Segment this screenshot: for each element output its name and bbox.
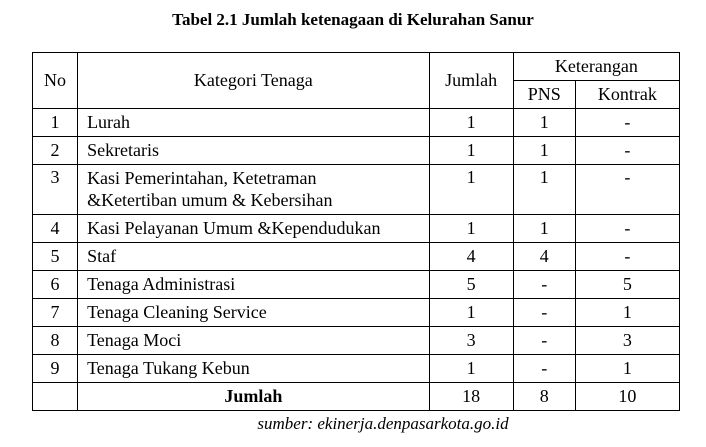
cell-kategori: Tenaga Cleaning Service (78, 299, 430, 327)
cell-kontrak: 5 (575, 271, 679, 299)
table-row (33, 271, 680, 299)
cell-no: 3 (33, 165, 78, 215)
cell-kategori-line2: &Ketertiban umum & Kebersihan (87, 190, 333, 210)
cell-kontrak: - (575, 137, 679, 165)
cell-no: 7 (33, 299, 78, 327)
table-row (33, 243, 680, 271)
cell-jumlah: 1 (429, 299, 513, 327)
cell-kategori: Tenaga Moci (78, 327, 430, 355)
cell-jumlah: 3 (429, 327, 513, 355)
cell-kategori: Kasi Pelayanan Umum &Kependudukan (78, 215, 430, 243)
total-empty-cell (33, 383, 78, 411)
table-row (33, 327, 680, 355)
cell-jumlah: 4 (429, 243, 513, 271)
cell-kategori: Tenaga Administrasi (78, 271, 430, 299)
table-row (33, 299, 680, 327)
cell-kontrak: 1 (575, 355, 679, 383)
header-kontrak: Kontrak (575, 81, 679, 109)
cell-no: 5 (33, 243, 78, 271)
cell-no: 1 (33, 109, 78, 137)
table-row (33, 109, 680, 137)
cell-kategori-line1: Kasi Pemerintahan, Ketetraman (87, 168, 317, 188)
cell-kategori: Lurah (78, 109, 430, 137)
table-row (33, 137, 680, 165)
header-no: No (33, 53, 78, 109)
header-pns: PNS (513, 81, 575, 109)
table-row (33, 215, 680, 243)
cell-no: 9 (33, 355, 78, 383)
total-pns: 8 (513, 383, 575, 411)
table-row (33, 355, 680, 383)
total-kontrak: 10 (575, 383, 679, 411)
cell-pns: 1 (513, 109, 575, 137)
cell-kontrak: 1 (575, 299, 679, 327)
cell-pns: - (513, 327, 575, 355)
cell-no: 2 (33, 137, 78, 165)
table-row (33, 165, 680, 215)
cell-kategori: Tenaga Tukang Kebun (78, 355, 430, 383)
cell-jumlah: 5 (429, 271, 513, 299)
cell-kategori: Sekretaris (78, 137, 430, 165)
cell-no: 4 (33, 215, 78, 243)
cell-kontrak: - (575, 109, 679, 137)
source-note: sumber: ekinerja.denpasarkota.go.id (257, 414, 509, 433)
cell-jumlah: 1 (429, 165, 513, 215)
cell-kontrak: - (575, 165, 679, 215)
cell-jumlah: 1 (429, 215, 513, 243)
cell-jumlah: 1 (429, 109, 513, 137)
cell-jumlah: 1 (429, 137, 513, 165)
total-jumlah: 18 (429, 383, 513, 411)
cell-kontrak: - (575, 243, 679, 271)
total-label: Jumlah (78, 383, 430, 411)
cell-no: 8 (33, 327, 78, 355)
staff-table (32, 52, 680, 411)
cell-no: 6 (33, 271, 78, 299)
cell-kategori (78, 165, 430, 215)
cell-pns: 1 (513, 165, 575, 215)
table-caption: Tabel 2.1 Jumlah ketenagaan di Kelurahan Sanur (172, 10, 534, 29)
cell-pns: - (513, 299, 575, 327)
header-keterangan: Keterangan (513, 53, 679, 81)
cell-kontrak: - (575, 215, 679, 243)
cell-pns: 1 (513, 137, 575, 165)
cell-kategori: Staf (78, 243, 430, 271)
header-kategori: Kategori Tenaga (78, 53, 430, 109)
cell-pns: - (513, 271, 575, 299)
cell-pns: - (513, 355, 575, 383)
header-jumlah: Jumlah (429, 53, 513, 109)
cell-pns: 1 (513, 215, 575, 243)
cell-kontrak: 3 (575, 327, 679, 355)
total-row (33, 383, 680, 411)
cell-jumlah: 1 (429, 355, 513, 383)
cell-pns: 4 (513, 243, 575, 271)
